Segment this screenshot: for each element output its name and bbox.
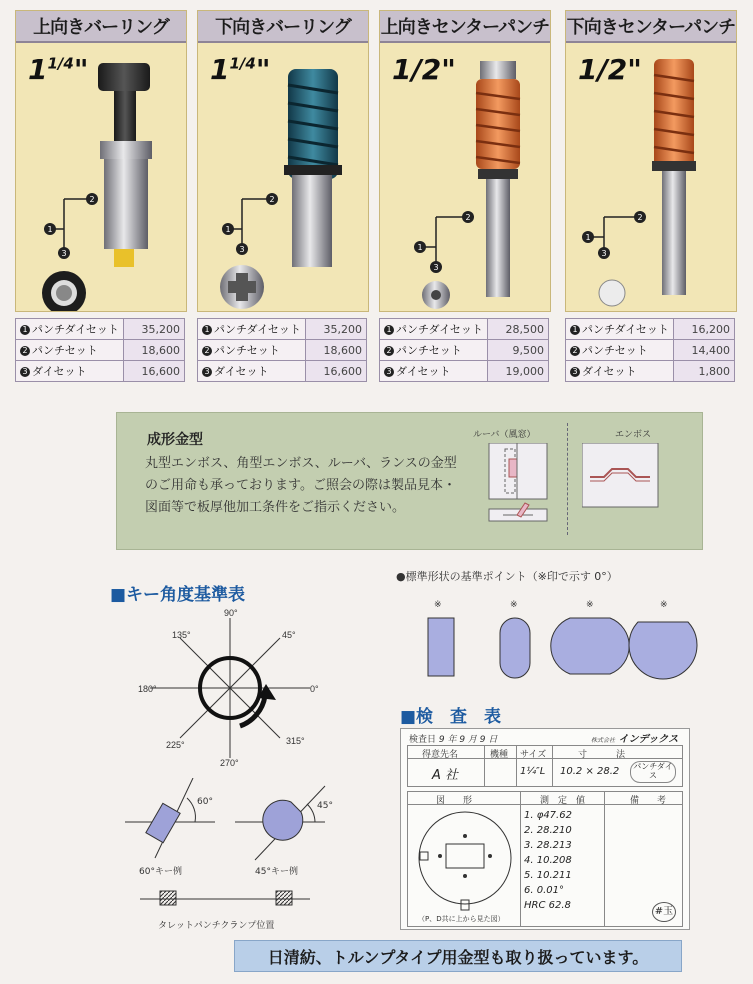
bottom-banner: 日清紡、トルンプタイプ用金型も取り扱っています。 [234,940,682,972]
card-title: 上向きバーリング [16,11,186,43]
svg-text:0°: 0° [310,684,319,694]
product-card-downward-center-punch [565,10,737,312]
price-table-upward-burring [15,318,185,382]
standard-shapes-title: ●標準形状の基準ポイント（※印で示す 0°） [396,570,618,583]
molds-description: 丸型エンボス、角型エンボス、ルーバ、ランスの金型のご用命も承っております。ご照会の際は製品見本・図面等で板厚他加工条件をご指示ください。 [145,456,457,515]
svg-text:3: 3 [239,245,245,254]
inspection-body: 図 形 測 定 値 備 考 1. φ47.62 2. 28.210 3. 28.213 4. 10.208 5. 10.211 6. 0.01° HRC 62.8 （P、D共に上から見た図） #玉 [407,791,683,927]
shape-mark: ※ [434,600,442,610]
inspection-sheet: 検査日 9 年 9 月 9 日 株式会社 インデックス 得意先名 機種 サイズ 寸 法 A 社 1¼″L 10.2 × 28.2 パンチダイス 図 形 測 定 値 備 考 1. φ47.62 2. 28.210 3. 28.213 4. 10.208 5. 10.211 6. 0.01° HRC 62.8 （P、D共に上から見た図） #玉 [400,728,690,930]
svg-text:180°: 180° [138,684,157,694]
louver-diagram [473,443,563,533]
downward-center-punch-illustration [566,41,736,311]
price-table-upward-center-punch [379,318,549,382]
svg-text:3: 3 [61,249,67,258]
table-row: 1 パンチダイセット 35,200 [198,319,367,340]
emboss-diagram [582,443,662,513]
svg-text:225°: 225° [166,740,185,750]
emboss-label: エンボス [615,430,652,440]
svg-text:270°: 270° [220,758,239,768]
svg-text:2: 2 [637,213,643,222]
shape-mark: ※ [586,600,594,610]
table-row: 1 パンチダイセット 28,500 [380,319,549,340]
key-angle-title: ■キー角度基準表 [110,585,246,605]
product-card-downward-burring [197,10,369,312]
shape-mark: ※ [510,600,518,610]
card-title: 上向きセンターパンチ [380,11,550,43]
svg-text:135°: 135° [172,630,191,640]
card-size: $1^{1/4}$" [210,53,271,86]
measurement-list: 1. φ47.62 2. 28.210 3. 28.213 4. 10.208 5. 10.211 6. 0.01° HRC 62.8 [524,810,572,911]
product-card-upward-center-punch [379,10,551,312]
svg-text:2: 2 [89,195,95,204]
table-row: 3 ダイセット 1,800 [566,361,735,382]
standard-shapes-diagram [420,612,710,682]
forming-molds-box [116,412,703,550]
svg-text:2: 2 [465,213,471,222]
price-table-downward-center-punch [565,318,735,382]
table-row: 2 パンチセット 14,400 [566,340,735,361]
card-title: 下向きバーリング [198,11,368,43]
table-row: 1 パンチダイセット 16,200 [566,319,735,340]
table-row: 2 パンチセット 18,600 [198,340,367,361]
card-size: $1^{1/4}$" [28,53,89,86]
svg-text:60°キー例: 60°キー例 [139,867,182,877]
svg-text:1: 1 [417,243,423,252]
svg-text:2: 2 [269,195,275,204]
shape-mark: ※ [660,600,668,610]
inspection-stamp: #玉 [652,902,676,922]
clamp-position-label: タレットパンチクランプ位置 [158,921,275,931]
downward-burring-tool-illustration [198,41,368,311]
divider [567,423,569,535]
svg-text:90°: 90° [224,608,238,618]
svg-text:45°キー例: 45°キー例 [255,867,298,877]
key-angle-diagram [120,608,330,768]
louver-label: ルーバ（風窓） [473,430,536,440]
svg-text:45°: 45° [317,801,333,811]
svg-text:3: 3 [433,263,439,272]
svg-text:45°: 45° [282,630,296,640]
inspection-header-grid: 得意先名 機種 サイズ 寸 法 A 社 1¼″L 10.2 × 28.2 パンチダイス [407,745,683,787]
svg-text:60°: 60° [197,797,213,807]
svg-text:3: 3 [601,249,607,258]
key-examples-diagram [125,778,345,878]
upward-center-punch-illustration [380,41,550,311]
table-row: 2 パンチセット 9,500 [380,340,549,361]
svg-text:315°: 315° [286,736,305,746]
card-size: 1/2" [578,53,642,86]
table-row: 3 ダイセット 19,000 [380,361,549,382]
table-row: 2 パンチセット 18,600 [16,340,185,361]
svg-text:1: 1 [585,233,591,242]
molds-title: 成形金型 [147,432,203,448]
card-title: 下向きセンターパンチ [566,11,736,43]
card-size: 1/2" [392,53,456,86]
table-row: 1 パンチダイセット 35,200 [16,319,185,340]
price-table-downward-burring [197,318,367,382]
svg-text:1: 1 [47,225,53,234]
upward-burring-tool-illustration [16,41,186,311]
table-row: 3 ダイセット 16,600 [198,361,367,382]
inspection-title: ■検 査 表 [400,707,502,727]
svg-text:1: 1 [225,225,231,234]
table-row: 3 ダイセット 16,600 [16,361,185,382]
inspection-drawing [412,806,518,912]
product-card-upward-burring [15,10,187,312]
